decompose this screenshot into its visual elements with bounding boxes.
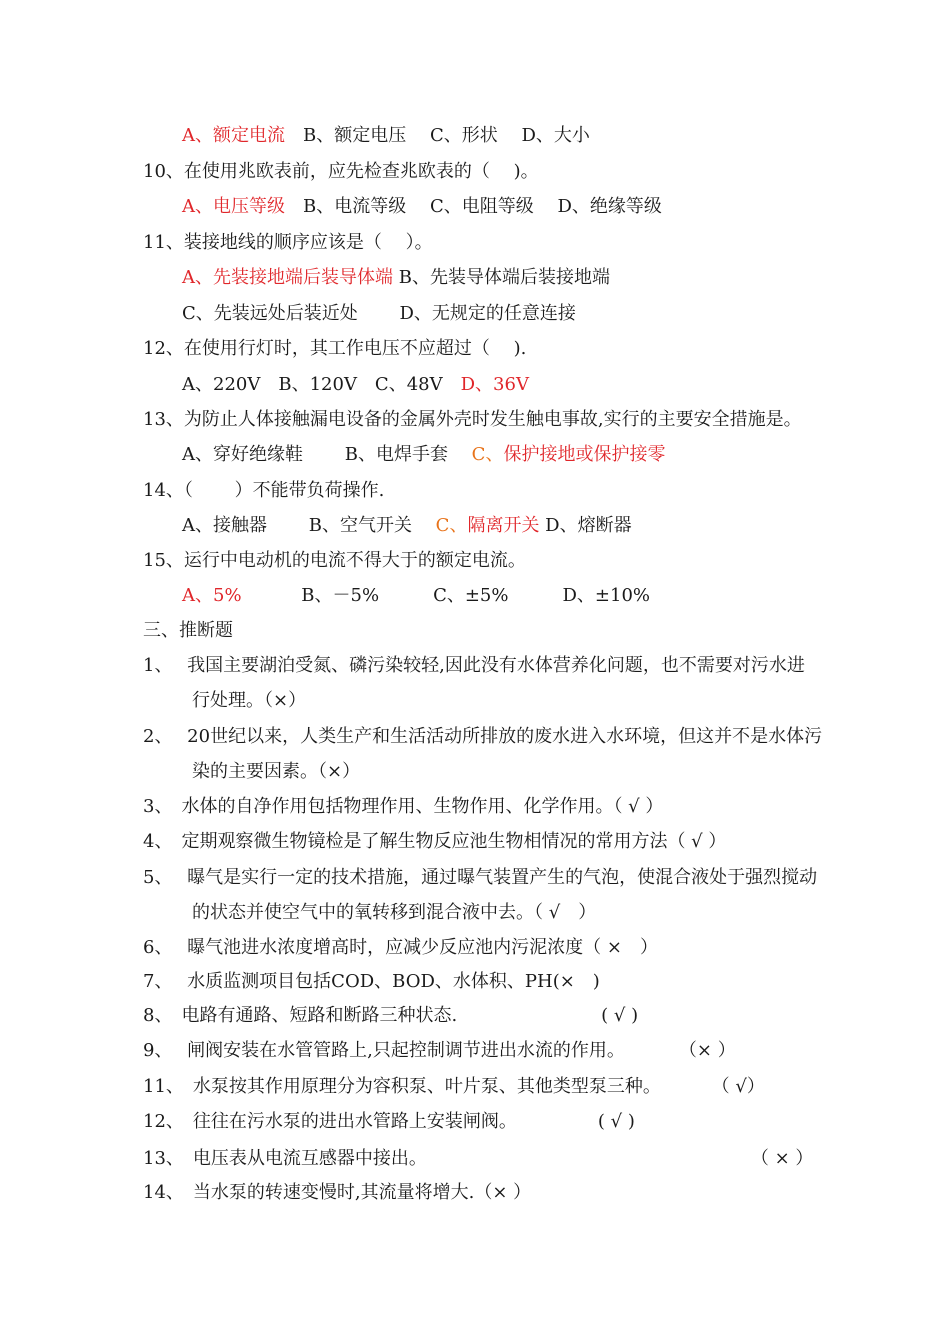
line-text: D、熔断器 <box>539 515 632 536</box>
line-text: 6、 曝气池进水浓度增高时，应减少反应池内污泥浓度（ × ） <box>143 937 658 958</box>
line-text: A、220V B、120V C、48V <box>182 374 461 395</box>
text-line <box>143 231 433 255</box>
text-line <box>143 830 726 854</box>
line-text: B、电流等级 C、电阻等级 D、绝缘等级 <box>285 196 662 217</box>
answer-highlight: A、电压等级 <box>182 196 285 217</box>
line-text: 9、 闸阀安装在水管管路上,只起控制调节进出水流的作用。 （× ） <box>143 1040 736 1061</box>
text-line <box>192 689 306 713</box>
line-text: 8、 电路有通路、短路和断路三种状态. ( √ ) <box>143 1005 639 1026</box>
line-text: A、接触器 B、空气开关 <box>182 515 436 536</box>
answer-highlight: C、 <box>435 515 468 536</box>
line-text: 12、 往往在污水泵的进出水管路上安装闸阀。 ( √ ) <box>143 1111 635 1132</box>
text-line <box>143 337 526 361</box>
line-text: C、先装远处后装近处 D、无规定的任意连接 <box>182 303 576 324</box>
text-line <box>143 160 539 184</box>
text-line <box>182 195 662 219</box>
answer-highlight: C、 <box>471 444 504 465</box>
text-line <box>182 443 665 467</box>
line-text: 染的主要因素。（×） <box>192 761 361 782</box>
line-text: 10、在使用兆欧表前，应先检查兆欧表的（ )。 <box>143 161 539 182</box>
text-line <box>143 1039 736 1063</box>
text-line <box>143 725 822 749</box>
line-text: 三、推断题 <box>143 620 233 641</box>
text-line <box>143 1181 531 1205</box>
text-line <box>143 654 805 678</box>
text-line <box>182 373 529 397</box>
line-text: B、先装导体端后装接地端 <box>393 267 610 288</box>
line-text: 1、 我国主要湖泊受氮、磷污染较轻,因此没有水体营养化问题，也不需要对污水进 <box>143 655 805 676</box>
line-text: 2、 20世纪以来，人类生产和生活活动所排放的废水进入水环境，但这并不是水体污 <box>143 726 823 747</box>
text-line <box>182 266 610 290</box>
text-line <box>143 866 817 890</box>
line-text: 15、运行中电动机的电流不得大于的额定电流。 <box>143 550 526 571</box>
answer-highlight: A、5% <box>182 585 242 606</box>
line-text: 3、 水体的自净作用包括物理作用、生物作用、化学作用。（ √ ） <box>143 796 664 817</box>
text-line <box>182 124 590 148</box>
line-text: B、额定电压 C、形状 D、大小 <box>285 125 590 146</box>
line-text: 4、 定期观察微生物镜检是了解生物反应池生物相情况的常用方法（ √ ） <box>143 831 727 852</box>
text-line <box>182 584 650 608</box>
text-line <box>143 1004 638 1028</box>
text-line <box>143 619 233 643</box>
line-text: B、－5% C、±5% D、±10% <box>241 585 650 606</box>
line-text: 5、 曝气是实行一定的技术措施，通过曝气装置产生的气泡，使混合液处于强烈搅动 <box>143 867 818 888</box>
line-text: 11、 水泵按其作用原理分为容积泵、叶片泵、其他类型泵三种。 （ √） <box>143 1076 765 1097</box>
text-line <box>143 1075 765 1099</box>
line-text: 的状态并使空气中的氧转移到混合液中去。（ √ ） <box>192 902 597 923</box>
line-text: 12、在使用行灯时，其工作电压不应超过（ ). <box>143 338 527 359</box>
text-line <box>143 549 526 573</box>
line-text: A、穿好绝缘鞋 B、电焊手套 <box>182 444 472 465</box>
line-text: 14、（ ）不能带负荷操作. <box>143 480 385 501</box>
answer-highlight: D、36V <box>460 374 529 395</box>
line-text: 13、 电压表从电流互感器中接出。 （ × ） <box>143 1148 814 1169</box>
text-line <box>143 795 663 819</box>
line-text: 11、装接地线的顺序应该是（ ）。 <box>143 232 433 253</box>
text-line <box>192 760 360 784</box>
line-text: 行处理。（×） <box>192 690 307 711</box>
text-line <box>143 479 384 503</box>
line-text: 14、 当水泵的转速变慢时,其流量将增大.（× ） <box>143 1182 532 1203</box>
text-line <box>143 1147 813 1171</box>
answer-highlight: 保护接地或保护接零 <box>503 444 666 465</box>
text-line <box>182 302 576 326</box>
answer-highlight: A、先装接地端后装导体端 <box>182 267 393 288</box>
text-line <box>182 514 632 538</box>
text-line <box>192 901 596 925</box>
line-text: 13、为防止人体接触漏电设备的金属外壳时发生触电事故,实行的主要安全措施是。 <box>143 409 802 430</box>
text-line <box>143 1110 635 1134</box>
text-line <box>143 936 658 960</box>
text-line <box>143 408 802 432</box>
text-line <box>143 970 600 994</box>
answer-highlight: A、额定电流 <box>182 125 285 146</box>
answer-highlight: 隔离开关 <box>467 515 540 536</box>
line-text: 7、 水质监测项目包括COD、BOD、水体积、PH(× ) <box>143 971 600 992</box>
